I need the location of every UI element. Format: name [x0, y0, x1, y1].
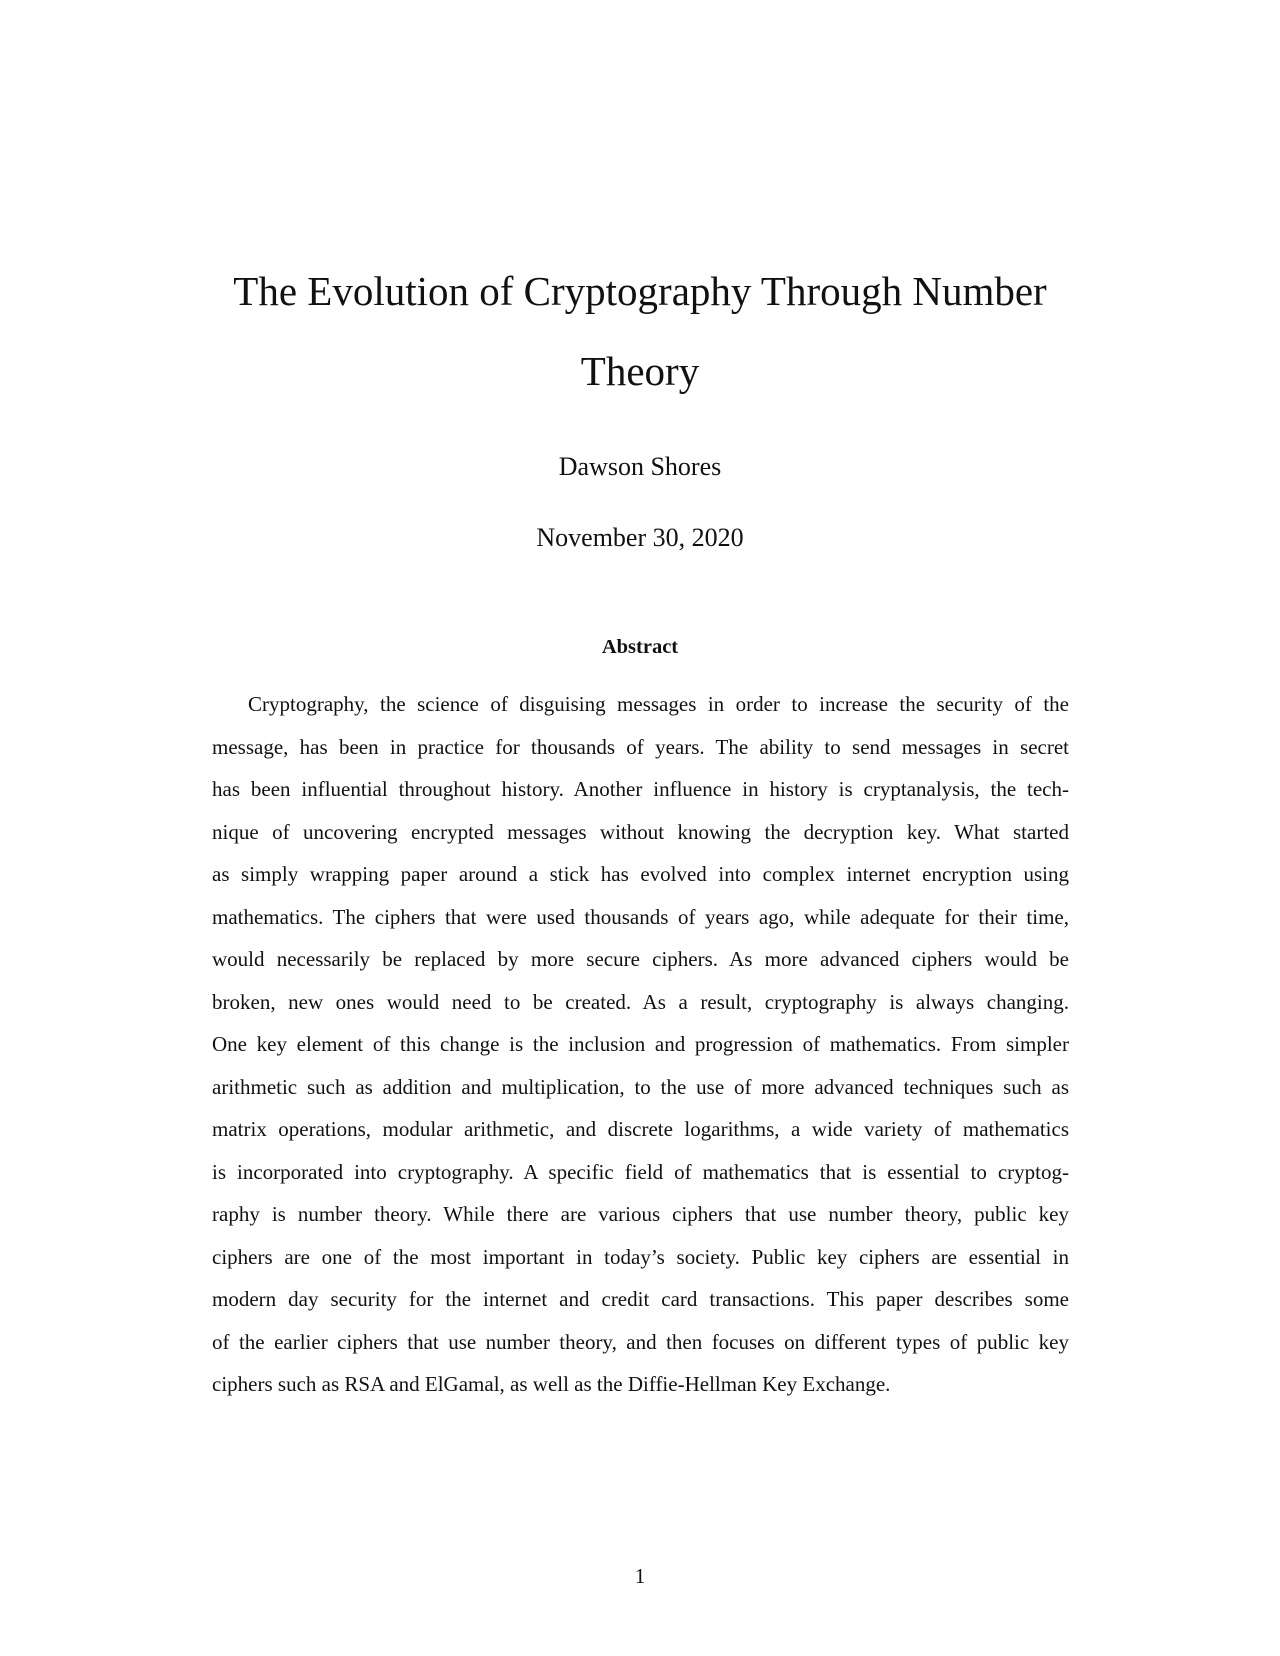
abstract-line: nique of uncovering encrypted messages without knowing the decryption key. What started: [212, 819, 1069, 844]
abstract-line: ciphers are one of the most important in today’s society. Public key ciphers are essential in: [212, 1244, 1069, 1269]
paper-title-line-1: The Evolution of Cryptography Through Number: [233, 268, 1047, 314]
abstract-line: of the earlier ciphers that use number theory, and then focuses on different types of public key: [212, 1329, 1069, 1354]
abstract-line: message, has been in practice for thousands of years. The ability to send messages in secret: [212, 734, 1069, 759]
publication-date: November 30, 2020: [536, 523, 744, 552]
abstract-body: [212, 690, 1069, 1413]
page-number: 1: [634, 1564, 646, 1588]
paper-title-line-2: Theory: [580, 348, 700, 394]
abstract-line: arithmetic such as addition and multiplication, to the use of more advanced techniques such as: [212, 1074, 1069, 1099]
abstract-line: Cryptography, the science of disguising messages in order to increase the security of the: [248, 692, 1069, 716]
abstract-line: is incorporated into cryptography. A specific field of mathematics that is essential to cryptog-: [212, 1159, 1069, 1184]
abstract-line: broken, new ones would need to be created. As a result, cryptography is always changing.: [212, 989, 1069, 1014]
abstract-line: would necessarily be replaced by more secure ciphers. As more advanced ciphers would be: [212, 947, 1069, 971]
abstract-line: has been influential throughout history. Another influence in history is cryptanalysis, the tech-: [212, 777, 1069, 801]
author-name: Dawson Shores: [558, 452, 722, 481]
abstract-line: raphy is number theory. While there are various ciphers that use number theory, public key: [212, 1202, 1069, 1226]
abstract-line: ciphers such as RSA and ElGamal, as well as the Diffie-Hellman Key Exchange.: [212, 1372, 891, 1396]
abstract-line: One key element of this change is the inclusion and progression of mathematics. From simpler: [212, 1032, 1069, 1056]
abstract-line: modern day security for the internet and credit card transactions. This paper describes some: [212, 1287, 1069, 1311]
abstract-line: as simply wrapping paper around a stick has evolved into complex internet encryption using: [212, 862, 1069, 886]
abstract-line: matrix operations, modular arithmetic, and discrete logarithms, a wide variety of mathematics: [212, 1117, 1069, 1141]
abstract-line: mathematics. The ciphers that were used thousands of years ago, while adequate for their time,: [212, 904, 1069, 929]
abstract-heading: Abstract: [601, 636, 679, 658]
